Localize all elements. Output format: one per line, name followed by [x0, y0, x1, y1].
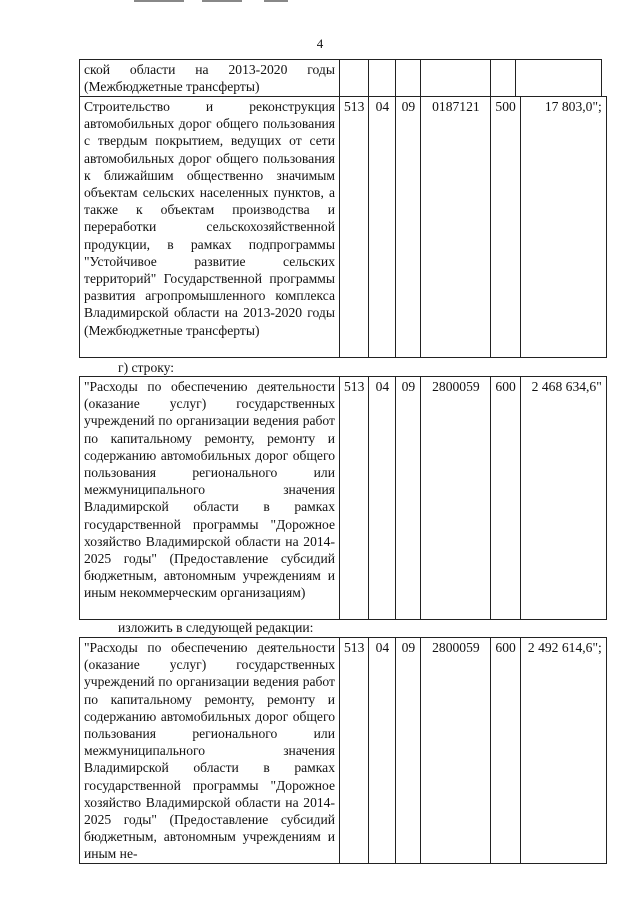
amount: 2 492 614,6";: [520, 638, 606, 864]
subsection-code: 09: [396, 97, 421, 358]
row-description: "Расходы по обеспечению деятельности (оказание услуг) государственных учреждений по организации ведения работ по капитальному ремонту, ремонту и содержанию автомобильных дорог общего пользования регионального или межмуниципального значения Владимирской области в рамках государственной программы "Дорожное хозяйство Владимирской области на 2014-2025 годы" (Предоставление субсидий бюджетным, автономным учреждениям и иным не-: [80, 638, 340, 864]
amount: [516, 60, 602, 97]
page-number: 4: [316, 36, 324, 51]
expense-type-code: 600: [491, 377, 520, 620]
subsection-code: [396, 60, 421, 97]
scan-artifact: [264, 0, 288, 2]
scan-artifact: [134, 0, 184, 2]
budget-table-old-row: [79, 376, 607, 620]
table-row: [80, 377, 607, 620]
section-code: 04: [369, 97, 396, 358]
target-code: [421, 60, 491, 97]
target-code: 2800059: [421, 638, 491, 864]
row-description: ской области на 2013-2020 годы (Межбюджетные трансферты): [80, 60, 340, 97]
scan-artifact: [202, 0, 242, 2]
subsection-code: 09: [396, 638, 421, 864]
table-row: [80, 97, 607, 358]
row-description: Строительство и реконструкция автомобильных дорог общего пользования с твердым покрытием, ведущих от сети автомобильных дорог общего пользования к ближайшим общественно значимым объектам сельских населенных пунктов, а также к объектам производства и переработки сельскохозяйственной продукции, в рамках подпрограммы "Устойчивое развитие сельских территорий" Государственной программы развития агропромышленного комплекса Владимирской области на 2013-2020 годы (Межбюджетные трансферты): [80, 97, 340, 358]
section-code: 04: [369, 638, 396, 864]
row-description: "Расходы по обеспечению деятельности (оказание услуг) государственных учреждений по организации ведения работ по капитальному ремонту, ремонту и содержанию автомобильных дорог общего пользования регионального или межмуниципального значения Владимирской области в рамках государственной программы "Дорожное хозяйство Владимирской области на 2014-2025 годы" (Предоставление субсидий бюджетным, автономным учреждениям и иным некоммерческим организациям): [80, 377, 340, 620]
expense-type-code: 600: [491, 638, 520, 864]
target-code: 0187121: [421, 97, 491, 358]
expense-type-code: 500: [491, 97, 520, 358]
instruction-caption: изложить в следующей редакции:: [118, 620, 314, 635]
target-code: 2800059: [421, 377, 491, 620]
budget-table-fragment-1: [79, 59, 602, 97]
budget-table-fragment-2: [79, 96, 607, 358]
subsection-code: 09: [396, 377, 421, 620]
budget-table-new-row: [79, 637, 607, 864]
table-row: [80, 638, 607, 864]
ministry-code: 513: [340, 97, 369, 358]
section-code: [369, 60, 396, 97]
ministry-code: 513: [340, 377, 369, 620]
amount: 2 468 634,6": [520, 377, 606, 620]
ministry-code: 513: [340, 638, 369, 864]
table-row: [80, 60, 602, 97]
expense-type-code: [491, 60, 516, 97]
section-code: 04: [369, 377, 396, 620]
ministry-code: [340, 60, 369, 97]
amount: 17 803,0";: [520, 97, 606, 358]
instruction-caption: г) строку:: [118, 360, 175, 375]
